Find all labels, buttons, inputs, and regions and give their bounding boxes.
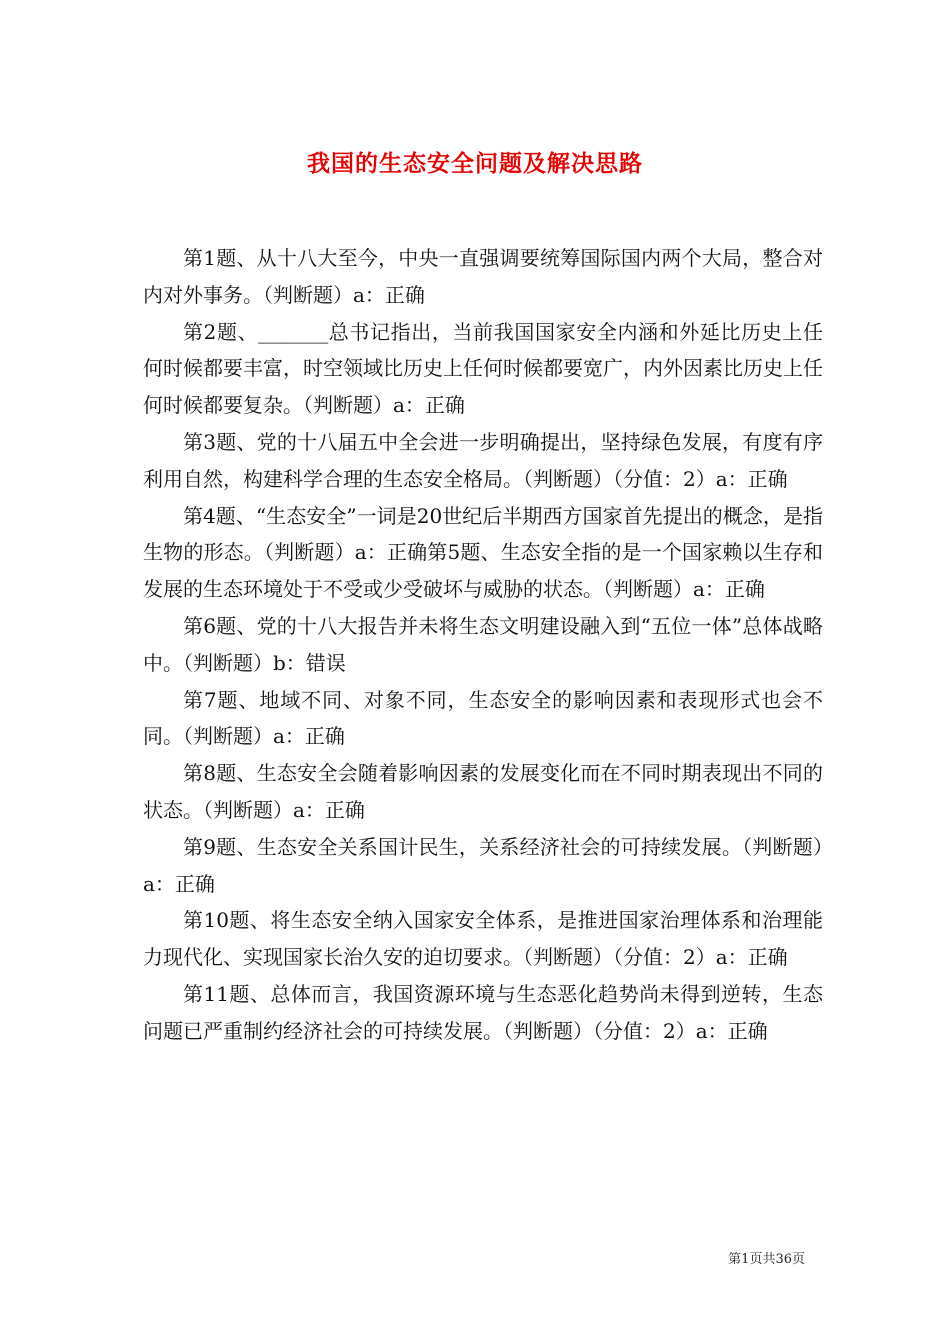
question-paragraph: 第10题、将生态安全纳入国家安全体系，是推进国家治理体系和治理能力现代化、实现国家长治久安的迫切要求。（判断题）（分值：2）a：正确 <box>143 908 823 970</box>
page-number: 第1页共36页 <box>728 1252 805 1267</box>
question-paragraph: 第7题、地域不同、对象不同，生态安全的影响因素和表现形式也会不同。（判断题）a：正确 <box>143 687 823 749</box>
document-body <box>143 240 823 1050</box>
question-paragraph: 第6题、党的十八大报告并未将生态文明建设融入到“五位一体”总体战略中。（判断题）b：错误 <box>143 613 823 675</box>
question-paragraph: 第1题、从十八大至今，中央一直强调要统筹国际国内两个大局，整合对内对外事务。（判断题）a：正确 <box>143 246 823 307</box>
document-title: 我国的生态安全问题及解决思路 <box>307 150 643 178</box>
question-paragraph: 第3题、党的十八届五中全会进一步明确提出，坚持绿色发展，有度有序利用自然，构建科学合理的生态安全格局。（判断题）（分值：2）a：正确 <box>143 429 823 491</box>
question-paragraph: 第9题、生态安全关系国计民生，关系经济社会的可持续发展。（判断题）a：正确 <box>143 834 823 896</box>
question-paragraph: 第2题、_______总书记指出，当前我国国家安全内涵和外延比历史上任何时候都要丰富，时空领域比历史上任何时候都要宽广，内外因素比历史上任何时候都要复杂。（判断题）a：正确 <box>143 319 823 418</box>
question-paragraph: 第11题、总体而言，我国资源环境与生态恶化趋势尚未得到逆转，生态问题已严重制约经济社会的可持续发展。（判断题）（分值：2）a：正确 <box>143 981 823 1043</box>
question-paragraph: 第4题、“生态安全”一词是20世纪后半期西方国家首先提出的概念，是指生物的形态。（判断题）a：正确第5题、生态安全指的是一个国家赖以生存和发展的生态环境处于不受或少受破坏与威胁的状态。（判断题）a：正确 <box>143 503 823 602</box>
question-paragraph: 第8题、生态安全会随着影响因素的发展变化而在不同时期表现出不同的状态。（判断题）a：正确 <box>143 761 823 822</box>
